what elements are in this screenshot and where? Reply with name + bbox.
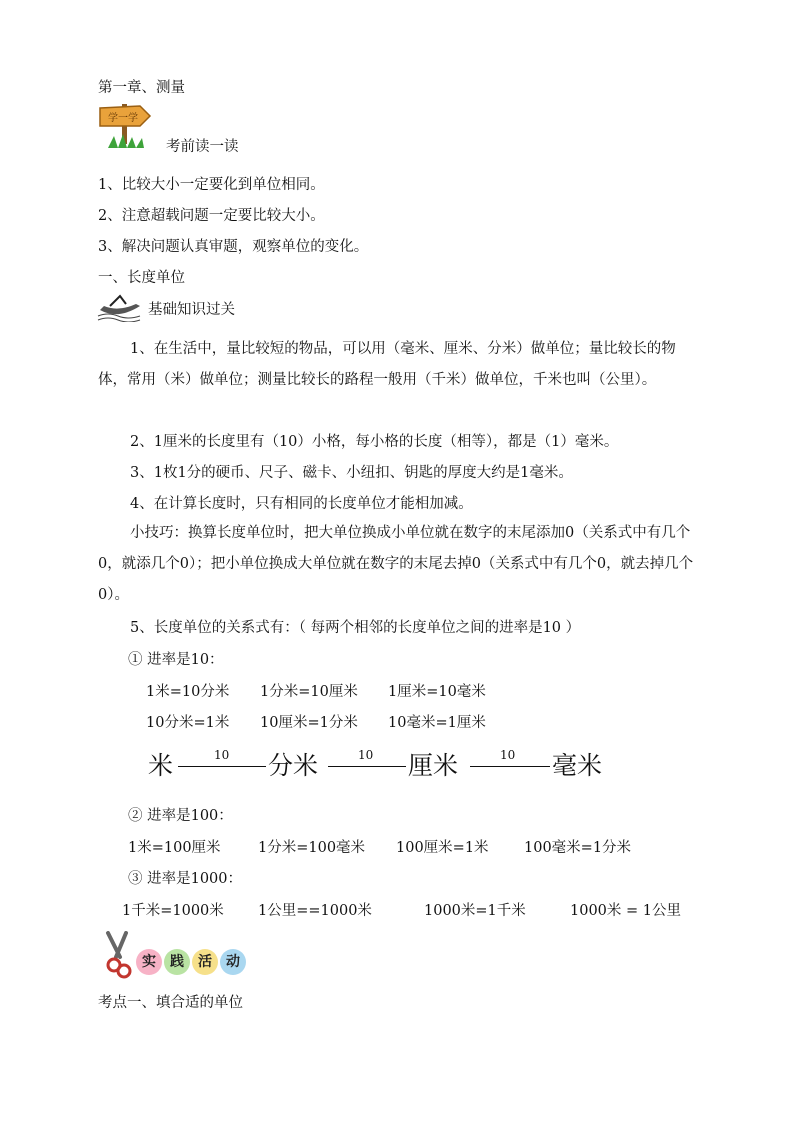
badge-char: 实 bbox=[136, 949, 162, 975]
preread-title: 考前读一读 bbox=[166, 139, 239, 155]
boat-icon bbox=[96, 294, 144, 322]
chain-unit: 分米 bbox=[268, 751, 319, 780]
chain-rate: 10 bbox=[214, 748, 230, 762]
conversion: 100厘米=1米 bbox=[396, 840, 489, 856]
conversion: 1分米=100毫米 bbox=[258, 840, 366, 856]
conversion: 10厘米=1分米 bbox=[260, 715, 358, 731]
chain-line bbox=[470, 766, 550, 767]
conversion: 10分米=1米 bbox=[146, 715, 230, 731]
tip-paragraph: 小技巧：换算长度单位时，把大单位换成小单位就在数字的末尾添加0（关系式中有几个0，就添几个0）；把小单位换成大单位就在数字的末尾去掉0（关系式中有几个0，就去掉几个0）。 bbox=[98, 525, 694, 603]
point-title: 考点一、填合适的单位 bbox=[98, 995, 243, 1011]
sign-label: 学一学 bbox=[108, 113, 138, 124]
preread-item: 1、比较大小一定要化到单位相同。 bbox=[98, 177, 325, 193]
chain-rate: 10 bbox=[358, 748, 374, 762]
chain-line bbox=[328, 766, 406, 767]
chapter-title: 第一章、测量 bbox=[98, 80, 185, 96]
rate100-title: ② 进率是100： bbox=[128, 808, 233, 824]
basics-title: 基础知识过关 bbox=[148, 302, 235, 318]
knowledge-paragraph: 1、在生活中，量比较短的物品，可以用（毫米、厘米、分米）做单位；量比较长的物体，常用（米）做单位；测量比较长的路程一般用（千米）做单位，千米也叫（公里）。 bbox=[98, 341, 676, 388]
conversion: 1000米 = 1公里 bbox=[570, 903, 681, 919]
rate1000-title: ③ 进率是1000： bbox=[128, 871, 243, 887]
badge-char: 活 bbox=[192, 949, 218, 975]
unit-chain bbox=[146, 742, 616, 782]
chain-unit: 米 bbox=[148, 751, 174, 780]
preread-item: 3、解决问题认真审题，观察单位的变化。 bbox=[98, 239, 369, 255]
conversion: 1米=100厘米 bbox=[128, 840, 221, 856]
conversion: 100毫米=1分米 bbox=[524, 840, 632, 856]
chain-rate: 10 bbox=[500, 748, 516, 762]
chain-unit: 厘米 bbox=[408, 751, 459, 780]
activity-badge bbox=[102, 947, 252, 979]
chain-unit: 毫米 bbox=[552, 751, 603, 780]
conversion: 1分米=10厘米 bbox=[260, 684, 358, 700]
conversion: 1厘米=10毫米 bbox=[388, 684, 486, 700]
conversion: 1米=10分米 bbox=[146, 684, 230, 700]
signpost-icon bbox=[96, 96, 156, 154]
conversion: 1公里==1000米 bbox=[258, 903, 372, 919]
rate10-title: ① 进率是10： bbox=[128, 652, 224, 668]
conversion: 1千米=1000米 bbox=[122, 903, 224, 919]
knowledge-paragraph: 4、在计算长度时，只有相同的长度单位才能相加减。 bbox=[130, 496, 473, 512]
conversion: 1000米=1千米 bbox=[424, 903, 526, 919]
knowledge-paragraph: 3、1枚1分的硬币、尺子、磁卡、小纽扣、钥匙的厚度大约是1毫米。 bbox=[130, 465, 573, 481]
preread-item: 2、注意超载问题一定要比较大小。 bbox=[98, 208, 325, 224]
knowledge-paragraph: 5、长度单位的关系式有：（ 每两个相邻的长度单位之间的进率是10 ） bbox=[130, 620, 581, 636]
badge-char: 践 bbox=[164, 949, 190, 975]
chain-line bbox=[178, 766, 266, 767]
scissors-icon bbox=[102, 931, 138, 981]
badge-char: 动 bbox=[220, 949, 246, 975]
section-title: 一、长度单位 bbox=[98, 270, 185, 286]
knowledge-paragraph: 2、1厘米的长度里有（10）小格，每小格的长度（相等），都是（1）毫米。 bbox=[130, 434, 619, 450]
conversion: 10毫米=1厘米 bbox=[388, 715, 486, 731]
